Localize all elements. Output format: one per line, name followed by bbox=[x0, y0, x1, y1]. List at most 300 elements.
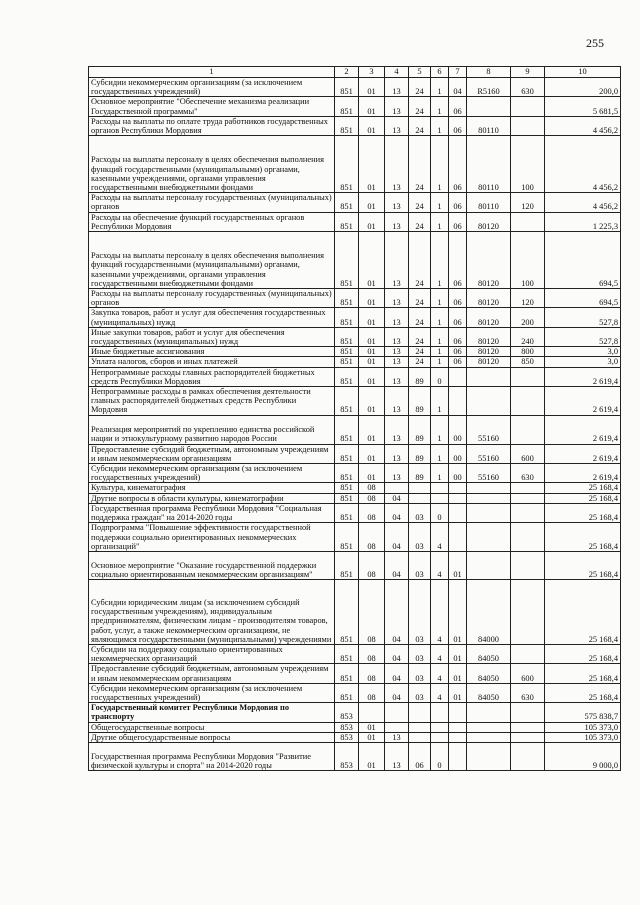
row-amount: 2 619,4 bbox=[545, 464, 621, 483]
page-number: 255 bbox=[586, 36, 604, 50]
row-code-8 bbox=[467, 493, 511, 503]
row-code-5: 24 bbox=[409, 212, 431, 231]
row-code-6: 1 bbox=[431, 308, 449, 327]
row-code-9 bbox=[511, 503, 545, 522]
row-code-7: 06 bbox=[449, 136, 467, 193]
row-code-4: 13 bbox=[385, 464, 409, 483]
table-row bbox=[89, 503, 621, 522]
row-code-5: 03 bbox=[409, 551, 431, 579]
table-row bbox=[89, 308, 621, 327]
row-code-9 bbox=[511, 579, 545, 644]
row-code-8: 84050 bbox=[467, 683, 511, 702]
row-amount: 25 168,4 bbox=[545, 483, 621, 493]
row-code-7: 06 bbox=[449, 289, 467, 308]
row-code-2: 853 bbox=[335, 703, 359, 722]
row-code-3: 01 bbox=[359, 732, 385, 742]
row-amount: 25 168,4 bbox=[545, 493, 621, 503]
row-code-6: 1 bbox=[431, 327, 449, 346]
row-code-7: 00 bbox=[449, 444, 467, 463]
row-code-7: 00 bbox=[449, 415, 467, 444]
row-code-2: 851 bbox=[335, 503, 359, 522]
row-code-9 bbox=[511, 212, 545, 231]
table-row bbox=[89, 683, 621, 702]
row-code-6: 4 bbox=[431, 664, 449, 683]
row-code-3: 01 bbox=[359, 97, 385, 116]
table-row bbox=[89, 116, 621, 135]
row-code-9: 240 bbox=[511, 327, 545, 346]
row-code-8: 80120 bbox=[467, 327, 511, 346]
row-code-8: 80120 bbox=[467, 212, 511, 231]
row-code-5: 24 bbox=[409, 308, 431, 327]
row-code-4: 04 bbox=[385, 644, 409, 663]
row-code-7: 04 bbox=[449, 78, 467, 97]
row-code-7 bbox=[449, 742, 467, 770]
row-code-7: 06 bbox=[449, 97, 467, 116]
row-code-6: 1 bbox=[431, 97, 449, 116]
table-row bbox=[89, 97, 621, 116]
row-amount: 25 168,4 bbox=[545, 551, 621, 579]
row-label: Субсидии некоммерческим организациям (за исключением государственных учреждений) bbox=[89, 464, 335, 483]
row-code-2: 851 bbox=[335, 308, 359, 327]
row-code-2: 853 bbox=[335, 732, 359, 742]
row-label: Расходы на выплаты персоналу государственных (муниципальных) органов bbox=[89, 289, 335, 308]
row-code-3: 01 bbox=[359, 722, 385, 732]
row-code-4: 04 bbox=[385, 551, 409, 579]
row-code-6: 1 bbox=[431, 289, 449, 308]
row-code-8 bbox=[467, 551, 511, 579]
row-code-4: 13 bbox=[385, 97, 409, 116]
row-code-5: 03 bbox=[409, 644, 431, 663]
row-amount: 2 619,4 bbox=[545, 444, 621, 463]
row-code-5 bbox=[409, 493, 431, 503]
row-code-5: 89 bbox=[409, 415, 431, 444]
row-code-4: 13 bbox=[385, 78, 409, 97]
row-code-3: 08 bbox=[359, 551, 385, 579]
row-label: Субсидии некоммерческим организациям (за исключением государственных учреждений) bbox=[89, 78, 335, 97]
row-code-9 bbox=[511, 483, 545, 493]
row-code-2: 851 bbox=[335, 212, 359, 231]
row-code-8: 55160 bbox=[467, 415, 511, 444]
row-code-9: 100 bbox=[511, 136, 545, 193]
row-label: Иные закупки товаров, работ и услуг для обеспечения государственных (муниципальных) нужд bbox=[89, 327, 335, 346]
row-code-6: 1 bbox=[431, 193, 449, 212]
row-code-7 bbox=[449, 503, 467, 522]
row-code-9: 630 bbox=[511, 464, 545, 483]
table-row bbox=[89, 493, 621, 503]
row-code-2: 851 bbox=[335, 551, 359, 579]
row-code-2: 853 bbox=[335, 742, 359, 770]
row-code-8 bbox=[467, 732, 511, 742]
row-amount: 527,8 bbox=[545, 308, 621, 327]
row-label: Другие общегосударственные вопросы bbox=[89, 732, 335, 742]
row-code-4: 04 bbox=[385, 683, 409, 702]
row-code-7: 01 bbox=[449, 551, 467, 579]
row-code-6 bbox=[431, 493, 449, 503]
row-label: Уплата налогов, сборов и иных платежей bbox=[89, 357, 335, 367]
row-label: Другие вопросы в области культуры, кинематографии bbox=[89, 493, 335, 503]
row-label: Иные бюджетные ассигнования bbox=[89, 347, 335, 357]
row-label: Предоставление субсидий бюджетным, автономным учреждениям и иным некоммерческим организациям bbox=[89, 444, 335, 463]
row-code-9 bbox=[511, 415, 545, 444]
row-code-2: 851 bbox=[335, 367, 359, 386]
row-code-4: 13 bbox=[385, 367, 409, 386]
table-row bbox=[89, 483, 621, 493]
row-code-2: 851 bbox=[335, 644, 359, 663]
row-code-2: 851 bbox=[335, 664, 359, 683]
row-amount: 694,5 bbox=[545, 289, 621, 308]
row-code-6: 0 bbox=[431, 742, 449, 770]
row-code-8 bbox=[467, 503, 511, 522]
table-row bbox=[89, 444, 621, 463]
row-code-8: 80110 bbox=[467, 136, 511, 193]
row-code-3: 01 bbox=[359, 347, 385, 357]
row-code-9 bbox=[511, 97, 545, 116]
row-amount: 4 456,2 bbox=[545, 116, 621, 135]
row-code-8: 84050 bbox=[467, 644, 511, 663]
row-code-9 bbox=[511, 732, 545, 742]
row-code-3: 01 bbox=[359, 78, 385, 97]
column-header-9: 9 bbox=[511, 67, 545, 78]
row-code-8: 80120 bbox=[467, 347, 511, 357]
row-code-8 bbox=[467, 523, 511, 552]
row-code-2: 851 bbox=[335, 289, 359, 308]
row-code-5: 03 bbox=[409, 664, 431, 683]
table-row bbox=[89, 367, 621, 386]
row-code-3: 08 bbox=[359, 503, 385, 522]
row-code-2: 851 bbox=[335, 464, 359, 483]
table-row bbox=[89, 327, 621, 346]
row-code-6: 4 bbox=[431, 579, 449, 644]
row-code-5 bbox=[409, 722, 431, 732]
row-code-6: 1 bbox=[431, 212, 449, 231]
row-code-8 bbox=[467, 483, 511, 493]
row-code-8: 55160 bbox=[467, 444, 511, 463]
row-code-3: 08 bbox=[359, 683, 385, 702]
table-row bbox=[89, 722, 621, 732]
row-amount: 1 225,3 bbox=[545, 212, 621, 231]
row-code-7 bbox=[449, 732, 467, 742]
row-amount: 25 168,4 bbox=[545, 523, 621, 552]
row-code-5: 24 bbox=[409, 357, 431, 367]
table-row bbox=[89, 732, 621, 742]
row-amount: 105 373,0 bbox=[545, 732, 621, 742]
row-code-9: 120 bbox=[511, 193, 545, 212]
row-code-5: 24 bbox=[409, 116, 431, 135]
row-amount: 25 168,4 bbox=[545, 503, 621, 522]
column-header-4: 4 bbox=[385, 67, 409, 78]
row-code-8: 80120 bbox=[467, 308, 511, 327]
row-code-6: 1 bbox=[431, 387, 449, 416]
row-amount: 2 619,4 bbox=[545, 415, 621, 444]
row-code-5 bbox=[409, 703, 431, 722]
row-amount: 575 838,7 bbox=[545, 703, 621, 722]
row-code-2: 851 bbox=[335, 483, 359, 493]
row-code-9: 850 bbox=[511, 357, 545, 367]
row-code-6: 1 bbox=[431, 444, 449, 463]
table-body bbox=[89, 78, 621, 771]
row-code-5: 24 bbox=[409, 136, 431, 193]
row-code-9: 630 bbox=[511, 683, 545, 702]
row-code-6: 1 bbox=[431, 116, 449, 135]
row-label: Государственная программа Республики Мордовия "Социальная поддержка граждан" на 2014-2020 годы bbox=[89, 503, 335, 522]
row-code-2: 851 bbox=[335, 78, 359, 97]
row-label: Подпрограмма "Повышение эффективности государственной поддержки социально ориентированных некоммерческих организаций" bbox=[89, 523, 335, 552]
row-label: Общегосударственные вопросы bbox=[89, 722, 335, 732]
row-label: Закупка товаров, работ и услуг для обеспечения государственных (муниципальных) нужд bbox=[89, 308, 335, 327]
row-code-5: 24 bbox=[409, 232, 431, 289]
row-code-9: 800 bbox=[511, 347, 545, 357]
row-code-3: 08 bbox=[359, 493, 385, 503]
row-code-5: 24 bbox=[409, 193, 431, 212]
table-row bbox=[89, 664, 621, 683]
row-code-9 bbox=[511, 742, 545, 770]
row-code-4: 13 bbox=[385, 742, 409, 770]
row-code-9 bbox=[511, 523, 545, 552]
row-code-4: 13 bbox=[385, 732, 409, 742]
table-row bbox=[89, 212, 621, 231]
row-label: Реализация мероприятий по укреплению единства российской нации и этнокультурному развитию народов России bbox=[89, 415, 335, 444]
row-code-3: 01 bbox=[359, 367, 385, 386]
row-code-5 bbox=[409, 732, 431, 742]
table-row bbox=[89, 742, 621, 770]
row-code-2: 851 bbox=[335, 347, 359, 357]
row-code-5: 89 bbox=[409, 367, 431, 386]
row-label: Государственная программа Республики Мордовия "Развитие физической культуры и спорта" на 2014-2020 годы bbox=[89, 742, 335, 770]
row-code-9 bbox=[511, 644, 545, 663]
row-code-4: 13 bbox=[385, 308, 409, 327]
row-amount: 4 456,2 bbox=[545, 193, 621, 212]
row-code-4: 13 bbox=[385, 415, 409, 444]
column-header-2: 2 bbox=[335, 67, 359, 78]
row-amount: 5 681,5 bbox=[545, 97, 621, 116]
row-code-3: 01 bbox=[359, 327, 385, 346]
row-code-7 bbox=[449, 367, 467, 386]
row-code-5: 24 bbox=[409, 327, 431, 346]
row-code-5: 03 bbox=[409, 683, 431, 702]
row-code-8 bbox=[467, 742, 511, 770]
row-code-7: 01 bbox=[449, 644, 467, 663]
column-header-3: 3 bbox=[359, 67, 385, 78]
table-row bbox=[89, 347, 621, 357]
row-code-5: 89 bbox=[409, 464, 431, 483]
row-code-7: 06 bbox=[449, 232, 467, 289]
row-code-4: 04 bbox=[385, 493, 409, 503]
row-code-3: 01 bbox=[359, 387, 385, 416]
row-label: Субсидии на поддержку социально ориентированных некоммерческих организаций bbox=[89, 644, 335, 663]
row-code-7: 06 bbox=[449, 308, 467, 327]
row-label: Основное мероприятие "Обеспечение механизма реализации Государственной программы" bbox=[89, 97, 335, 116]
row-label: Непрограммные расходы главных распорядителей бюджетных средств Республики Мордовия bbox=[89, 367, 335, 386]
row-label: Непрограммные расходы в рамках обеспечения деятельности главных распорядителей бюджетных средств Республики Мордовия bbox=[89, 387, 335, 416]
row-code-3: 01 bbox=[359, 232, 385, 289]
row-code-6 bbox=[431, 722, 449, 732]
row-code-2: 851 bbox=[335, 232, 359, 289]
row-code-8: 84000 bbox=[467, 579, 511, 644]
table-row bbox=[89, 232, 621, 289]
row-code-3: 01 bbox=[359, 289, 385, 308]
row-code-5: 24 bbox=[409, 78, 431, 97]
row-code-4: 13 bbox=[385, 212, 409, 231]
row-code-9: 600 bbox=[511, 664, 545, 683]
row-code-2: 851 bbox=[335, 579, 359, 644]
row-code-3: 01 bbox=[359, 464, 385, 483]
row-code-3: 01 bbox=[359, 415, 385, 444]
row-code-6: 1 bbox=[431, 464, 449, 483]
row-code-4: 13 bbox=[385, 357, 409, 367]
column-header-10: 10 bbox=[545, 67, 621, 78]
table-row bbox=[89, 415, 621, 444]
row-code-3: 01 bbox=[359, 136, 385, 193]
table-row bbox=[89, 387, 621, 416]
row-code-7: 01 bbox=[449, 683, 467, 702]
row-code-7: 06 bbox=[449, 193, 467, 212]
row-code-6: 0 bbox=[431, 503, 449, 522]
row-code-9: 120 bbox=[511, 289, 545, 308]
row-label: Государственный комитет Республики Мордовия по транспорту bbox=[89, 703, 335, 722]
row-amount: 25 168,4 bbox=[545, 644, 621, 663]
row-code-8: 80120 bbox=[467, 357, 511, 367]
row-code-2: 851 bbox=[335, 327, 359, 346]
row-code-6 bbox=[431, 483, 449, 493]
table-row bbox=[89, 703, 621, 722]
row-label: Субсидии юридическим лицам (за исключением субсидий государственным учреждениям), индивидуальным предпринимателям, физическим лицам - производителям товаров, работ, услуг, а также некоммерческим организациям, не являющимся государственными (муниципальными) учреждениями bbox=[89, 579, 335, 644]
column-header-7: 7 bbox=[449, 67, 467, 78]
row-code-9 bbox=[511, 722, 545, 732]
row-code-5: 89 bbox=[409, 444, 431, 463]
row-label: Расходы на выплаты персоналу государственных (муниципальных) органов bbox=[89, 193, 335, 212]
row-code-5: 03 bbox=[409, 523, 431, 552]
row-code-4: 13 bbox=[385, 347, 409, 357]
row-code-6: 1 bbox=[431, 136, 449, 193]
row-code-4: 13 bbox=[385, 193, 409, 212]
row-code-3: 01 bbox=[359, 742, 385, 770]
row-code-8 bbox=[467, 97, 511, 116]
row-label: Субсидии некоммерческим организациям (за исключением государственных учреждений) bbox=[89, 683, 335, 702]
row-code-4: 04 bbox=[385, 503, 409, 522]
row-code-8 bbox=[467, 722, 511, 732]
row-code-7: 06 bbox=[449, 116, 467, 135]
row-amount: 3,0 bbox=[545, 347, 621, 357]
row-code-2: 851 bbox=[335, 415, 359, 444]
row-code-6: 4 bbox=[431, 683, 449, 702]
row-code-4: 13 bbox=[385, 116, 409, 135]
row-amount: 4 456,2 bbox=[545, 136, 621, 193]
row-code-9: 100 bbox=[511, 232, 545, 289]
table-row bbox=[89, 551, 621, 579]
row-code-6: 4 bbox=[431, 523, 449, 552]
row-code-8: 80110 bbox=[467, 116, 511, 135]
table-row bbox=[89, 644, 621, 663]
row-amount: 2 619,4 bbox=[545, 387, 621, 416]
row-code-5: 03 bbox=[409, 503, 431, 522]
row-code-9 bbox=[511, 493, 545, 503]
row-code-3: 08 bbox=[359, 483, 385, 493]
row-code-6: 1 bbox=[431, 415, 449, 444]
row-amount: 527,8 bbox=[545, 327, 621, 346]
row-amount: 694,5 bbox=[545, 232, 621, 289]
row-code-7 bbox=[449, 387, 467, 416]
table-row bbox=[89, 464, 621, 483]
row-code-7 bbox=[449, 493, 467, 503]
column-header-1: 1 bbox=[89, 67, 335, 78]
table-header-row bbox=[89, 67, 621, 78]
table-row bbox=[89, 289, 621, 308]
row-amount: 200,0 bbox=[545, 78, 621, 97]
row-code-6: 1 bbox=[431, 357, 449, 367]
row-code-8 bbox=[467, 387, 511, 416]
table-row bbox=[89, 136, 621, 193]
row-code-2: 851 bbox=[335, 136, 359, 193]
row-code-9 bbox=[511, 387, 545, 416]
row-code-6: 4 bbox=[431, 644, 449, 663]
row-code-4: 13 bbox=[385, 444, 409, 463]
row-code-5: 24 bbox=[409, 289, 431, 308]
row-code-8 bbox=[467, 367, 511, 386]
row-amount: 25 168,4 bbox=[545, 579, 621, 644]
row-amount: 9 000,0 bbox=[545, 742, 621, 770]
row-code-2: 851 bbox=[335, 116, 359, 135]
row-code-2: 851 bbox=[335, 523, 359, 552]
row-code-7 bbox=[449, 483, 467, 493]
row-code-2: 851 bbox=[335, 444, 359, 463]
row-code-4: 13 bbox=[385, 289, 409, 308]
table-row bbox=[89, 579, 621, 644]
row-code-4 bbox=[385, 483, 409, 493]
row-code-5: 89 bbox=[409, 387, 431, 416]
row-code-3: 08 bbox=[359, 644, 385, 663]
row-code-2: 851 bbox=[335, 493, 359, 503]
row-code-6: 1 bbox=[431, 347, 449, 357]
row-code-7 bbox=[449, 523, 467, 552]
row-code-6: 1 bbox=[431, 78, 449, 97]
row-code-7 bbox=[449, 722, 467, 732]
row-code-5: 03 bbox=[409, 579, 431, 644]
row-label: Расходы на выплаты персоналу в целях обеспечения выполнения функций государственными (муниципальными) органами, казенными учреждениями, органами управления государственными внебюджетными фондами bbox=[89, 136, 335, 193]
budget-table bbox=[88, 66, 621, 771]
row-label: Предоставление субсидий бюджетным, автономным учреждениям и иным некоммерческим организациям bbox=[89, 664, 335, 683]
row-code-9 bbox=[511, 116, 545, 135]
row-code-4: 13 bbox=[385, 387, 409, 416]
column-header-5: 5 bbox=[409, 67, 431, 78]
row-code-7: 06 bbox=[449, 327, 467, 346]
row-code-6 bbox=[431, 703, 449, 722]
row-code-2: 851 bbox=[335, 683, 359, 702]
row-label: Расходы на выплаты персоналу в целях обеспечения выполнения функций государственными (муниципальными) органами, казенными учреждениями, органами управления государственными внебюджетными фондами bbox=[89, 232, 335, 289]
row-code-3: 01 bbox=[359, 357, 385, 367]
row-code-6: 0 bbox=[431, 367, 449, 386]
column-header-8: 8 bbox=[467, 67, 511, 78]
column-header-6: 6 bbox=[431, 67, 449, 78]
row-amount: 2 619,4 bbox=[545, 367, 621, 386]
row-label: Основное мероприятие "Оказание государственной поддержки социально ориентированным некоммерческим организациям" bbox=[89, 551, 335, 579]
row-code-7 bbox=[449, 703, 467, 722]
row-code-7: 06 bbox=[449, 212, 467, 231]
row-label: Расходы на обеспечение функций государственных органов Республики Мордовия bbox=[89, 212, 335, 231]
row-code-7: 01 bbox=[449, 579, 467, 644]
row-code-2: 851 bbox=[335, 357, 359, 367]
row-code-7: 01 bbox=[449, 664, 467, 683]
table-row bbox=[89, 523, 621, 552]
row-code-6 bbox=[431, 732, 449, 742]
row-code-4: 04 bbox=[385, 664, 409, 683]
row-amount: 25 168,4 bbox=[545, 664, 621, 683]
row-code-8: 84050 bbox=[467, 664, 511, 683]
row-code-8: 55160 bbox=[467, 464, 511, 483]
row-code-3: 01 bbox=[359, 308, 385, 327]
row-code-3: 01 bbox=[359, 212, 385, 231]
row-code-3: 01 bbox=[359, 193, 385, 212]
row-label: Культура, кинематография bbox=[89, 483, 335, 493]
